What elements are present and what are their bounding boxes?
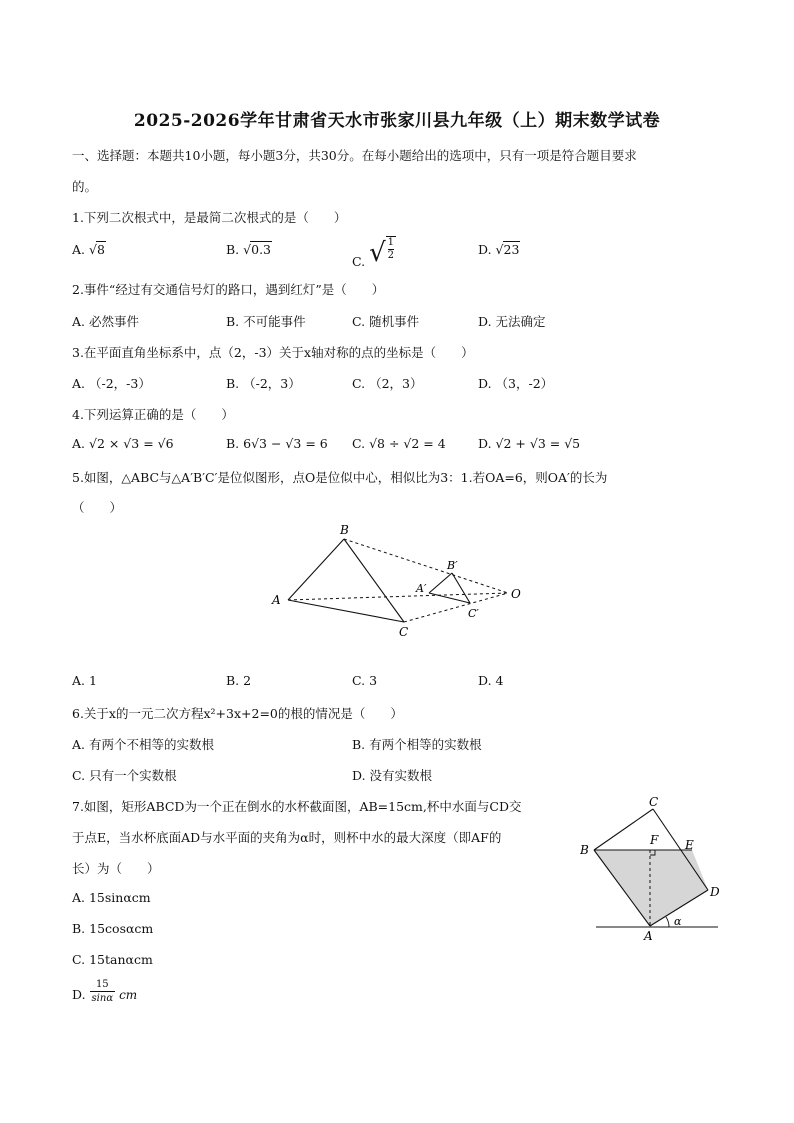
q7-option-b[interactable]: B. 15cosαcm	[72, 921, 154, 936]
q1-c-denominator: 2	[387, 250, 395, 261]
q4-option-b[interactable]: B. 6√3 − √3 = 6	[226, 436, 328, 451]
segment-b1c1	[452, 573, 470, 603]
q5-figure	[266, 518, 536, 646]
q6-option-d[interactable]: D. 没有实数根	[352, 768, 433, 783]
q3-stem: 3.在平面直角坐标系中，点（2，-3）关于x轴对称的点的坐标是（ ）	[72, 345, 474, 360]
q2-option-a[interactable]: A. 必然事件	[72, 314, 139, 329]
label-o: O	[511, 587, 521, 601]
q1-d-radicand: 23	[503, 242, 520, 257]
q4-option-a[interactable]: A. √2 × √3 = √6	[72, 436, 174, 451]
q1-option-c[interactable]	[352, 234, 396, 269]
page-title: 2025-2026学年甘肃省天水市张家川县九年级（上）期末数学试卷	[133, 111, 661, 131]
q1-a-label: A.	[72, 242, 86, 257]
q1-option-b[interactable]	[226, 242, 272, 257]
q7-stem-cont-2: 长）为（ ）	[72, 861, 160, 876]
label-d: D	[710, 885, 720, 899]
segment-ab	[288, 539, 344, 600]
label-a: A	[644, 929, 653, 943]
q3-option-b[interactable]: B. （-2，3）	[226, 376, 301, 391]
dashed-ao	[288, 593, 508, 600]
q5-stem-cont: （ ）	[72, 500, 123, 515]
q6-option-c[interactable]: C. 只有一个实数根	[72, 768, 177, 783]
section-header-cont: 的。	[72, 179, 98, 194]
q7-option-d[interactable]	[72, 978, 137, 1005]
label-alpha: α	[674, 915, 682, 928]
q7-stem-cont: 于点E，当水杯底面AD与水平面的夹角为α时，则杯中水的最大深度（即AF的	[72, 830, 502, 845]
sqrt-icon: √0.3	[243, 242, 272, 257]
segment-ac	[288, 600, 404, 622]
label-c: C	[649, 795, 659, 809]
q2-option-b[interactable]: B. 不可能事件	[226, 314, 306, 329]
q1-b-label: B.	[226, 242, 240, 257]
q1-option-d[interactable]	[478, 242, 520, 257]
q1-b-radicand: 0.3	[251, 242, 272, 257]
q7-option-a[interactable]: A. 15sinαcm	[72, 890, 151, 905]
q3-option-d[interactable]: D. （3，-2）	[478, 376, 554, 391]
label-a-prime: A′	[416, 582, 427, 595]
q5-option-a[interactable]: A. 1	[72, 673, 97, 688]
q4-stem: 4.下列运算正确的是（ ）	[72, 407, 234, 422]
q4-option-c[interactable]: C. √8 ÷ √2 = 4	[352, 436, 446, 451]
dashed-co	[404, 593, 508, 622]
q1-d-label: D.	[478, 242, 492, 257]
segment-bc	[344, 539, 404, 622]
sqrt-icon: √23	[495, 242, 520, 257]
q1-a-radicand: 8	[96, 242, 105, 257]
q7-figure	[580, 793, 725, 948]
label-c-prime: C′	[468, 607, 479, 620]
q2-option-d[interactable]: D. 无法确定	[478, 314, 546, 329]
segment-a1b1	[429, 573, 452, 593]
angle-arc	[666, 917, 669, 927]
sqrt-icon: √	[369, 238, 386, 268]
side-bc	[594, 809, 653, 850]
q6-stem: 6.关于x的一元二次方程x²+3x+2=0的根的情况是（ ）	[72, 706, 403, 721]
q3-option-a[interactable]: A. （-2，-3）	[72, 376, 151, 391]
q7-d-numerator: 15	[90, 978, 116, 992]
label-e: E	[685, 838, 694, 852]
q7-d-unit: cm	[119, 988, 138, 1002]
q6-option-b[interactable]: B. 有两个相等的实数根	[352, 737, 482, 752]
label-f: F	[650, 833, 659, 847]
q5-option-d[interactable]: D. 4	[478, 673, 504, 688]
label-b: B	[580, 843, 589, 857]
q3-option-c[interactable]: C. （2，3）	[352, 376, 423, 391]
q1-c-numerator: 1	[387, 237, 395, 248]
q7-option-c[interactable]: C. 15tanαcm	[72, 952, 153, 967]
q4-option-d[interactable]: D. √2 + √3 = √5	[478, 436, 581, 451]
q1-c-label: C.	[352, 254, 366, 269]
section-header: 一、选择题：本题共10小题，每小题3分，共30分。在每小题给出的选项中，只有一项是符合题目要求	[72, 148, 637, 163]
label-b-prime: B′	[447, 559, 458, 572]
q1-stem: 1.下列二次根式中，是最简二次根式的是（ ）	[72, 210, 347, 225]
q5-option-c[interactable]: C. 3	[352, 673, 378, 688]
q6-option-a[interactable]: A. 有两个不相等的实数根	[72, 737, 214, 752]
q1-option-a[interactable]	[72, 242, 106, 257]
water-region	[594, 850, 708, 926]
q5-option-b[interactable]: B. 2	[226, 673, 252, 688]
label-a: A	[272, 593, 281, 607]
q2-option-c[interactable]: C. 随机事件	[352, 314, 420, 329]
q5-stem: 5.如图，△ABC与△A′B′C′是位似图形，点O是位似中心，相似比为3：1.若OA=6，则OA′的长为	[72, 470, 608, 485]
sqrt-icon: √8	[89, 242, 105, 257]
label-c: C	[399, 625, 409, 639]
label-b: B	[340, 523, 349, 537]
q2-stem: 2.事件“经过有交通信号灯的路口，遇到红灯”是（ ）	[72, 282, 385, 297]
q7-d-denominator: sinα	[91, 993, 114, 1004]
q7-d-label: D.	[72, 987, 86, 1002]
q7-stem: 7.如图，矩形ABCD为一个正在倒水的水杯截面图，AB=15cm,杯中水面与CD交	[72, 799, 522, 814]
